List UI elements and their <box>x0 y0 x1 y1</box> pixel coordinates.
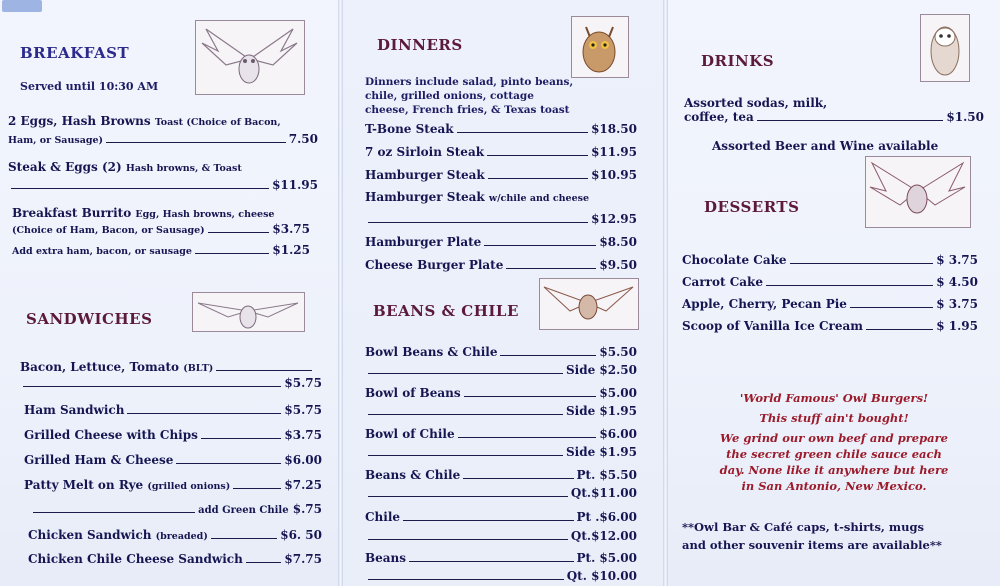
menu-item: Chicken Chile Cheese Sandwich $7.75 <box>28 552 322 566</box>
menu-item: Qt.$12.00 <box>365 529 637 543</box>
drinks-note: Assorted Beer and Wine available <box>712 139 939 153</box>
breakfast-title: BREAKFAST <box>20 44 130 62</box>
menu-item: Side $1.95 <box>365 445 637 459</box>
menu-item-name: 2 Eggs, Hash Browns Toast (Choice of Bacon, <box>8 114 281 128</box>
menu-item: 7 oz Sirloin Steak $11.95 <box>365 145 637 159</box>
menu-item: Bowl of Chile $6.00 <box>365 427 637 441</box>
sandwiches-title: SANDWICHES <box>26 310 153 328</box>
menu-panel-right <box>668 0 1000 586</box>
menu-item: Chocolate Cake $ 3.75 <box>682 253 978 267</box>
menu-item: Chile Pt .$6.00 <box>365 510 637 524</box>
menu-item: (Choice of Ham, Bacon, or Sausage) $3.75 <box>12 222 310 236</box>
dinners-title: DINNERS <box>377 36 463 54</box>
menu-item: Hamburger Steak $10.95 <box>365 168 637 182</box>
menu-item: Hamburger Plate $8.50 <box>365 235 637 249</box>
owl-illustration <box>539 278 639 330</box>
menu-item-name: Hamburger Steak w/chile and cheese <box>365 190 589 204</box>
menu-item: Beans & Chile Pt. $5.50 <box>365 468 637 482</box>
menu-item: Add extra ham, bacon, or sausage $1.25 <box>12 243 310 257</box>
soaring-owl-icon <box>540 279 637 328</box>
menu-item: Ham, or Sausage) 7.50 <box>8 132 318 146</box>
menu-item: Scoop of Vanilla Ice Cream $ 1.95 <box>682 319 978 333</box>
promo-text: 'World Famous' Owl Burgers! This stuff ain't bought! We grind our own beef and prepare the secret green chile sauce each day. None like it anywhere but here in San Antonio, New Mexico. <box>719 391 949 493</box>
owl-illustration <box>920 14 970 82</box>
menu-item: add Green Chile $.75 <box>30 502 322 516</box>
menu-item: Cheese Burger Plate $9.50 <box>365 258 637 272</box>
menu-item: Qt. $10.00 <box>365 569 637 583</box>
flying-owl-icon <box>196 21 303 93</box>
barn-owl-icon <box>921 15 968 80</box>
menu-item: T-Bone Steak $18.50 <box>365 122 637 136</box>
menu-item: Qt.$11.00 <box>365 486 637 500</box>
beans-chile-title: BEANS & CHILE <box>373 302 519 320</box>
souvenir-note-line2: and other souvenir items are available** <box>682 538 942 552</box>
menu-item: Chicken Sandwich (breaded) $6. 50 <box>28 528 322 542</box>
menu-item: Beans Pt. $5.00 <box>365 551 637 565</box>
menu-item: $12.95 <box>365 212 637 226</box>
drink-item-name: Assorted sodas, milk, <box>684 96 828 110</box>
menu-item: Apple, Cherry, Pecan Pie $ 3.75 <box>682 297 978 311</box>
menu-item: Bacon, Lettuce, Tomato (BLT) <box>20 360 315 374</box>
owl-illustration <box>195 20 305 95</box>
menu-item: Grilled Cheese with Chips $3.75 <box>24 428 322 442</box>
menu-panel-left <box>0 0 338 586</box>
drinks-title: DRINKS <box>701 52 775 70</box>
menu-item: coffee, tea $1.50 <box>684 110 984 124</box>
menu-item: $11.95 <box>8 178 318 192</box>
dinners-note: Dinners include salad, pinto beans, chile, grilled onions, cottage cheese, French fries, & Texas toast <box>365 76 574 116</box>
menu-item: Side $1.95 <box>365 404 637 418</box>
menu-item: Ham Sandwich $5.75 <box>24 403 322 417</box>
menu-item: Side $2.50 <box>365 363 637 377</box>
desserts-title: DESSERTS <box>704 198 800 216</box>
owl-illustration <box>865 156 971 228</box>
gliding-owl-icon <box>193 293 303 330</box>
menu-item: Bowl Beans & Chile $5.50 <box>365 345 637 359</box>
menu-item: Bowl of Beans $5.00 <box>365 386 637 400</box>
breakfast-note: Served until 10:30 AM <box>20 80 159 93</box>
menu-item: Carrot Cake $ 4.50 <box>682 275 978 289</box>
owl-bar-logo <box>2 0 42 12</box>
owl-illustration <box>192 292 305 332</box>
spread-wing-owl-icon <box>866 157 969 226</box>
souvenir-note-line1: **Owl Bar & Café caps, t-shirts, mugs <box>682 520 924 534</box>
horned-owl-icon <box>572 17 627 76</box>
menu-item-name: Steak & Eggs (2) Hash browns, & Toast <box>8 160 242 174</box>
owl-illustration <box>571 16 629 78</box>
menu-panel-middle <box>343 0 663 586</box>
menu-item-name: Breakfast Burrito Egg, Hash browns, cheese <box>12 206 275 220</box>
menu-item: Grilled Ham & Cheese $6.00 <box>24 453 322 467</box>
menu-item: $5.75 <box>20 376 322 390</box>
menu-item: Patty Melt on Rye (grilled onions) $7.25 <box>24 478 322 492</box>
